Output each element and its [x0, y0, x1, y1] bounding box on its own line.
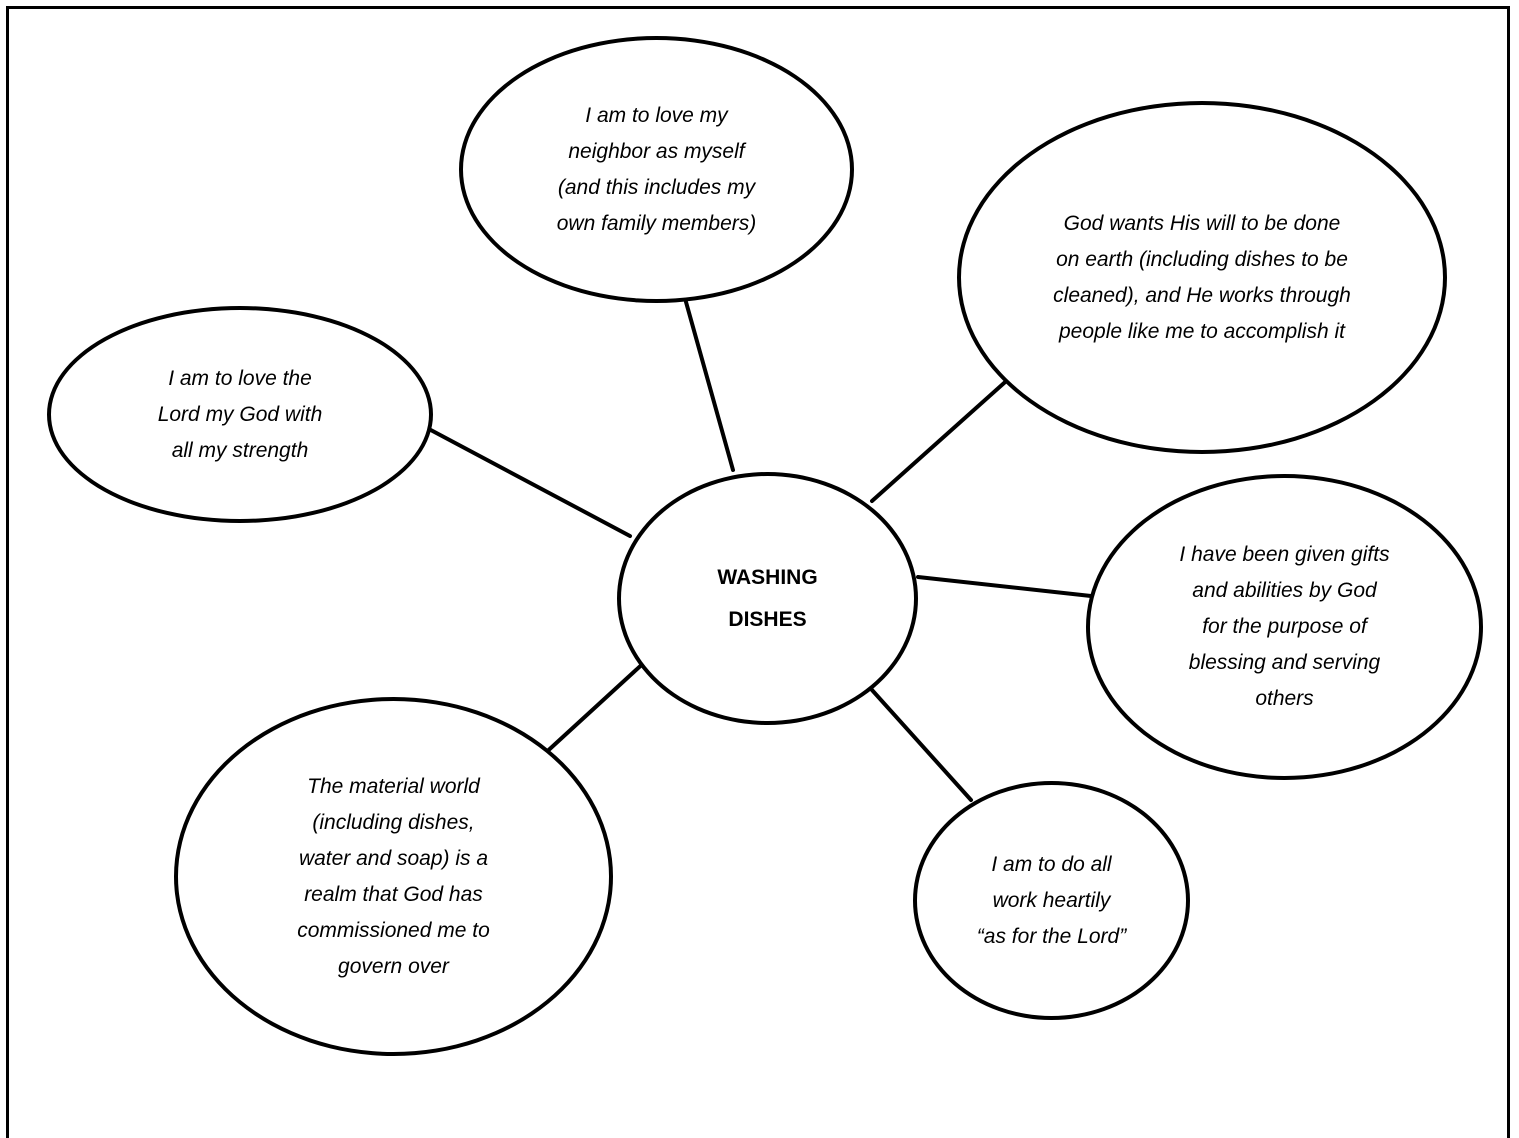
bubble-love-neighbor-text: I am to love my neighbor as myself (and this includes my own family members)	[556, 103, 757, 235]
bubble-work-heartily-text: I am to do all work heartily “as for the Lord”	[976, 852, 1127, 948]
bubble-god-will-text: God wants His will to be done on earth (including dishes to be cleaned), and He works through people like me to accomplish it	[1053, 211, 1351, 343]
bubble-gifts-abilities	[1086, 474, 1483, 780]
connector-heartily	[863, 680, 971, 800]
connector-neighbor	[686, 302, 733, 470]
bubble-god-will	[957, 101, 1447, 454]
bubble-love-lord-text: I am to love the Lord my God with all my strength	[157, 366, 323, 462]
connector-material	[541, 659, 648, 757]
center-label: WASHING DISHES	[717, 565, 818, 631]
bubble-gifts-abilities-text: I have been given gifts and abilities by God for the purpose of blessing and serving others	[1179, 543, 1390, 710]
bubble-work-heartily	[913, 781, 1190, 1020]
connector-lord	[427, 428, 630, 536]
bubble-love-neighbor	[459, 36, 854, 303]
bubble-material-world	[174, 697, 613, 1056]
bubble-material-world-text: The material world (including dishes, water and soap) is a realm that God has commissioned me to govern over	[297, 774, 490, 978]
connector-gifts	[918, 577, 1091, 596]
center-bubble	[617, 472, 918, 725]
bubble-love-lord	[47, 306, 433, 523]
